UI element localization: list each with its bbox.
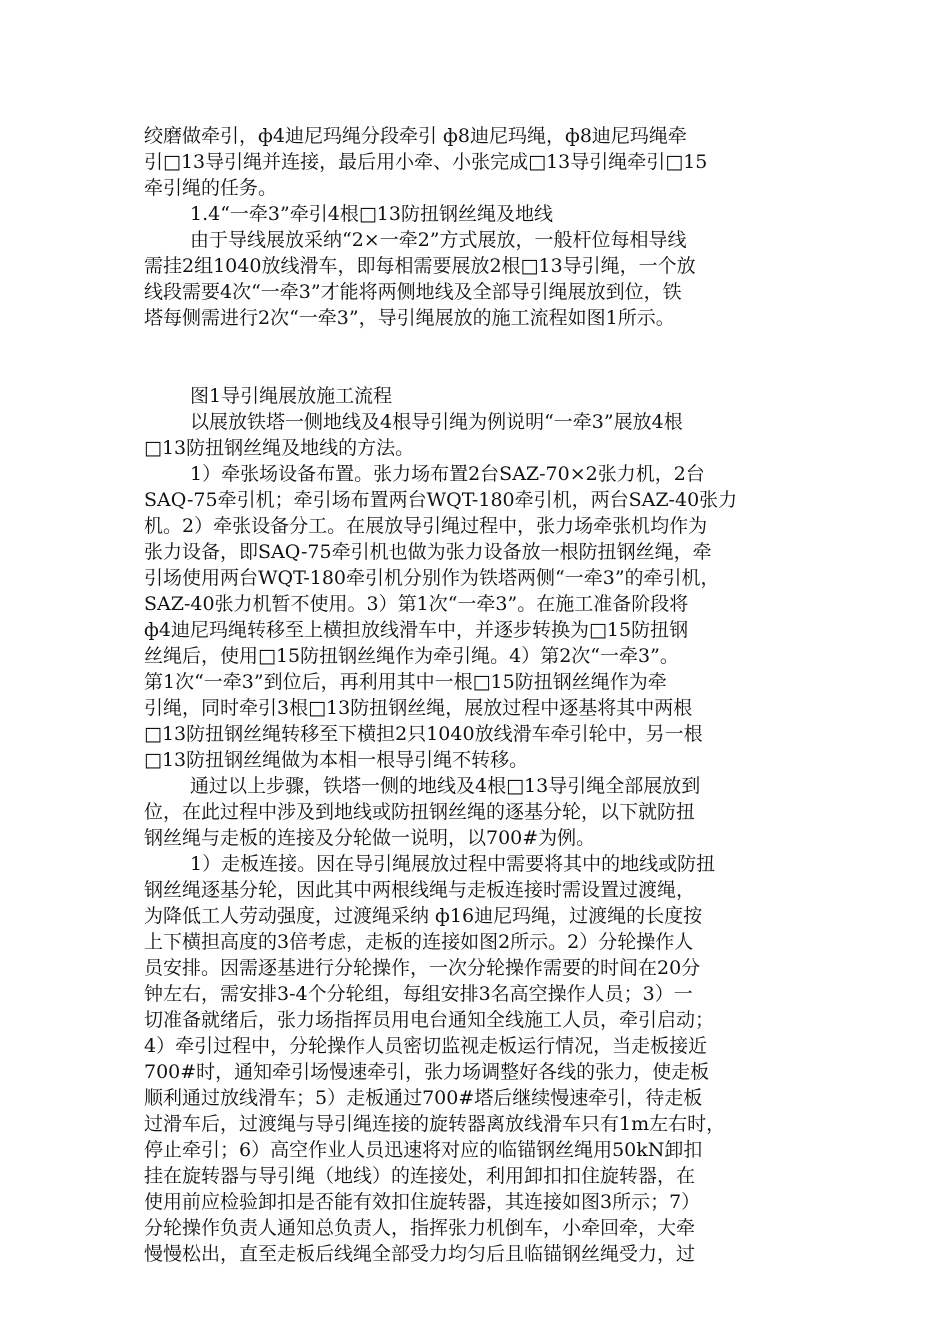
text-line: 4）牵引过程中，分轮操作人员密切监视走板运行情况，当走板接近 [144,1035,708,1057]
text-line: 顺利通过放线滑车；5）走板通过700#塔后继续慢速牵引，待走板 [144,1087,703,1109]
text-line: 上下横担高度的3倍考虑，走板的连接如图2所示。2）分轮操作人 [144,931,694,953]
text-line: 切准备就绪后，张力场指挥员用电台通知全线施工人员，牵引启动； [144,1009,715,1031]
text-line: 由于导线展放采纳“2×一牵2”方式展放，一般杆位每相导线 [190,229,687,251]
text-line: 塔每侧需进行2次“一牵3”，导引绳展放的施工流程如图1所示。 [144,307,675,329]
text-line: □13防扭钢丝绳转移至下横担2只1040放线滑车牵引轮中，另一根 [144,723,703,745]
text-line: 机。2）牵张设备分工。在展放导引绳过程中，张力场牵张机均作为 [144,515,708,537]
text-line: 钢丝绳与走板的连接及分轮做一说明，以700#为例。 [144,827,596,849]
text-line: 需挂2组1040放线滑车，即每相需要展放2根□13导引绳，一个放 [144,255,696,277]
text-line: SAZ-40张力机暂不使用。3）第1次“一牵3”。在施工准备阶段将 [144,593,689,615]
text-line: 停止牵引；6）高空作业人员迅速将对应的临锚钢丝绳用50kN卸扣 [144,1139,703,1161]
text-line: 牵引绳的任务。 [144,177,278,199]
text-line: 为降低工人劳动强度，过渡绳采纳 ф16迪尼玛绳，过渡绳的长度按 [144,905,703,927]
text-line: 员安排。因需逐基进行分轮操作，一次分轮操作需要的时间在20分 [144,957,701,979]
text-line: 使用前应检验卸扣是否能有效扣住旋转器，其连接如图3所示；7） [144,1191,701,1213]
text-line: 线段需要4次“一牵3”才能将两侧地线及全部导引绳展放到位，铁 [144,281,682,303]
text-line: 张力设备，即SAQ-75牵引机也做为张力设备放一根防扭钢丝绳，牵 [144,541,712,563]
text-line: ф4迪尼玛绳转移至上横担放线滑车中，并逐步转换为□15防扭钢 [144,619,689,641]
text-line: □13防扭钢丝绳及地线的方法。 [144,437,415,459]
text-line: 以展放铁塔一侧地线及4根导引绳为例说明“一牵3”展放4根 [190,411,683,433]
text-line: 分轮操作负责人通知总负责人，指挥张力机倒车，小牵回牵，大牵 [144,1217,696,1239]
text-line: 700#时，通知牵引场慢速牵引，张力场调整好各线的张力，使走板 [144,1061,710,1083]
text-line: □13防扭钢丝绳做为本相一根导引绳不转移。 [144,749,529,771]
text-line: 1）走板连接。因在导引绳展放过程中需要将其中的地线或防扭 [190,853,716,875]
text-line: 通过以上步骤，铁塔一侧的地线及4根□13导引绳全部展放到 [190,775,701,797]
text-line: 慢慢松出，直至走板后线绳全部受力均匀后且临锚钢丝绳受力，过 [144,1243,696,1265]
text-line: SAQ-75牵引机；牵引场布置两台WQT-180牵引机，两台SAZ-40张力 [144,489,738,511]
text-line: 1）牵张场设备布置。张力场布置2台SAZ-70×2张力机，2台 [190,463,705,485]
text-line: 引绳，同时牵引3根□13防扭钢丝绳，展放过程中逐基将其中两根 [144,697,693,719]
figure-gap [144,331,814,383]
document-body [144,123,814,1267]
text-line: 引场使用两台WQT-180牵引机分别作为铁塔两侧“一牵3”的牵引机， [144,567,720,589]
text-line: 引□13导引绳并连接，最后用小牵、小张完成□13导引绳牵引□15 [144,151,708,173]
text-line: 第1次“一牵3”到位后，再利用其中一根□15防扭钢丝绳作为牵 [144,671,667,693]
text-line: 钟左右，需安排3-4个分轮组，每组安排3名高空操作人员；3）一 [144,983,693,1005]
text-line: 丝绳后，使用□15防扭钢丝绳作为牵引绳。4）第2次“一牵3”。 [144,645,679,667]
section-heading: 1.4“一牵3”牵引4根□13防扭钢丝绳及地线 [190,203,553,225]
text-line: 钢丝绳逐基分轮，因此其中两根线绳与走板连接时需设置过渡绳， [144,879,696,901]
text-line: 过滑车后，过渡绳与导引绳连接的旋转器离放线滑车只有1m左右时， [144,1113,726,1135]
text-line: 位，在此过程中涉及到地线或防扭钢丝绳的逐基分轮，以下就防扭 [144,801,696,823]
figure-caption: 图1导引绳展放施工流程 [190,385,393,407]
text-line: 挂在旋转器与导引绳（地线）的连接处，利用卸扣扣住旋转器，在 [144,1165,696,1187]
text-line: 绞磨做牵引，ф4迪尼玛绳分段牵引 ф8迪尼玛绳，ф8迪尼玛绳牵 [144,125,687,147]
